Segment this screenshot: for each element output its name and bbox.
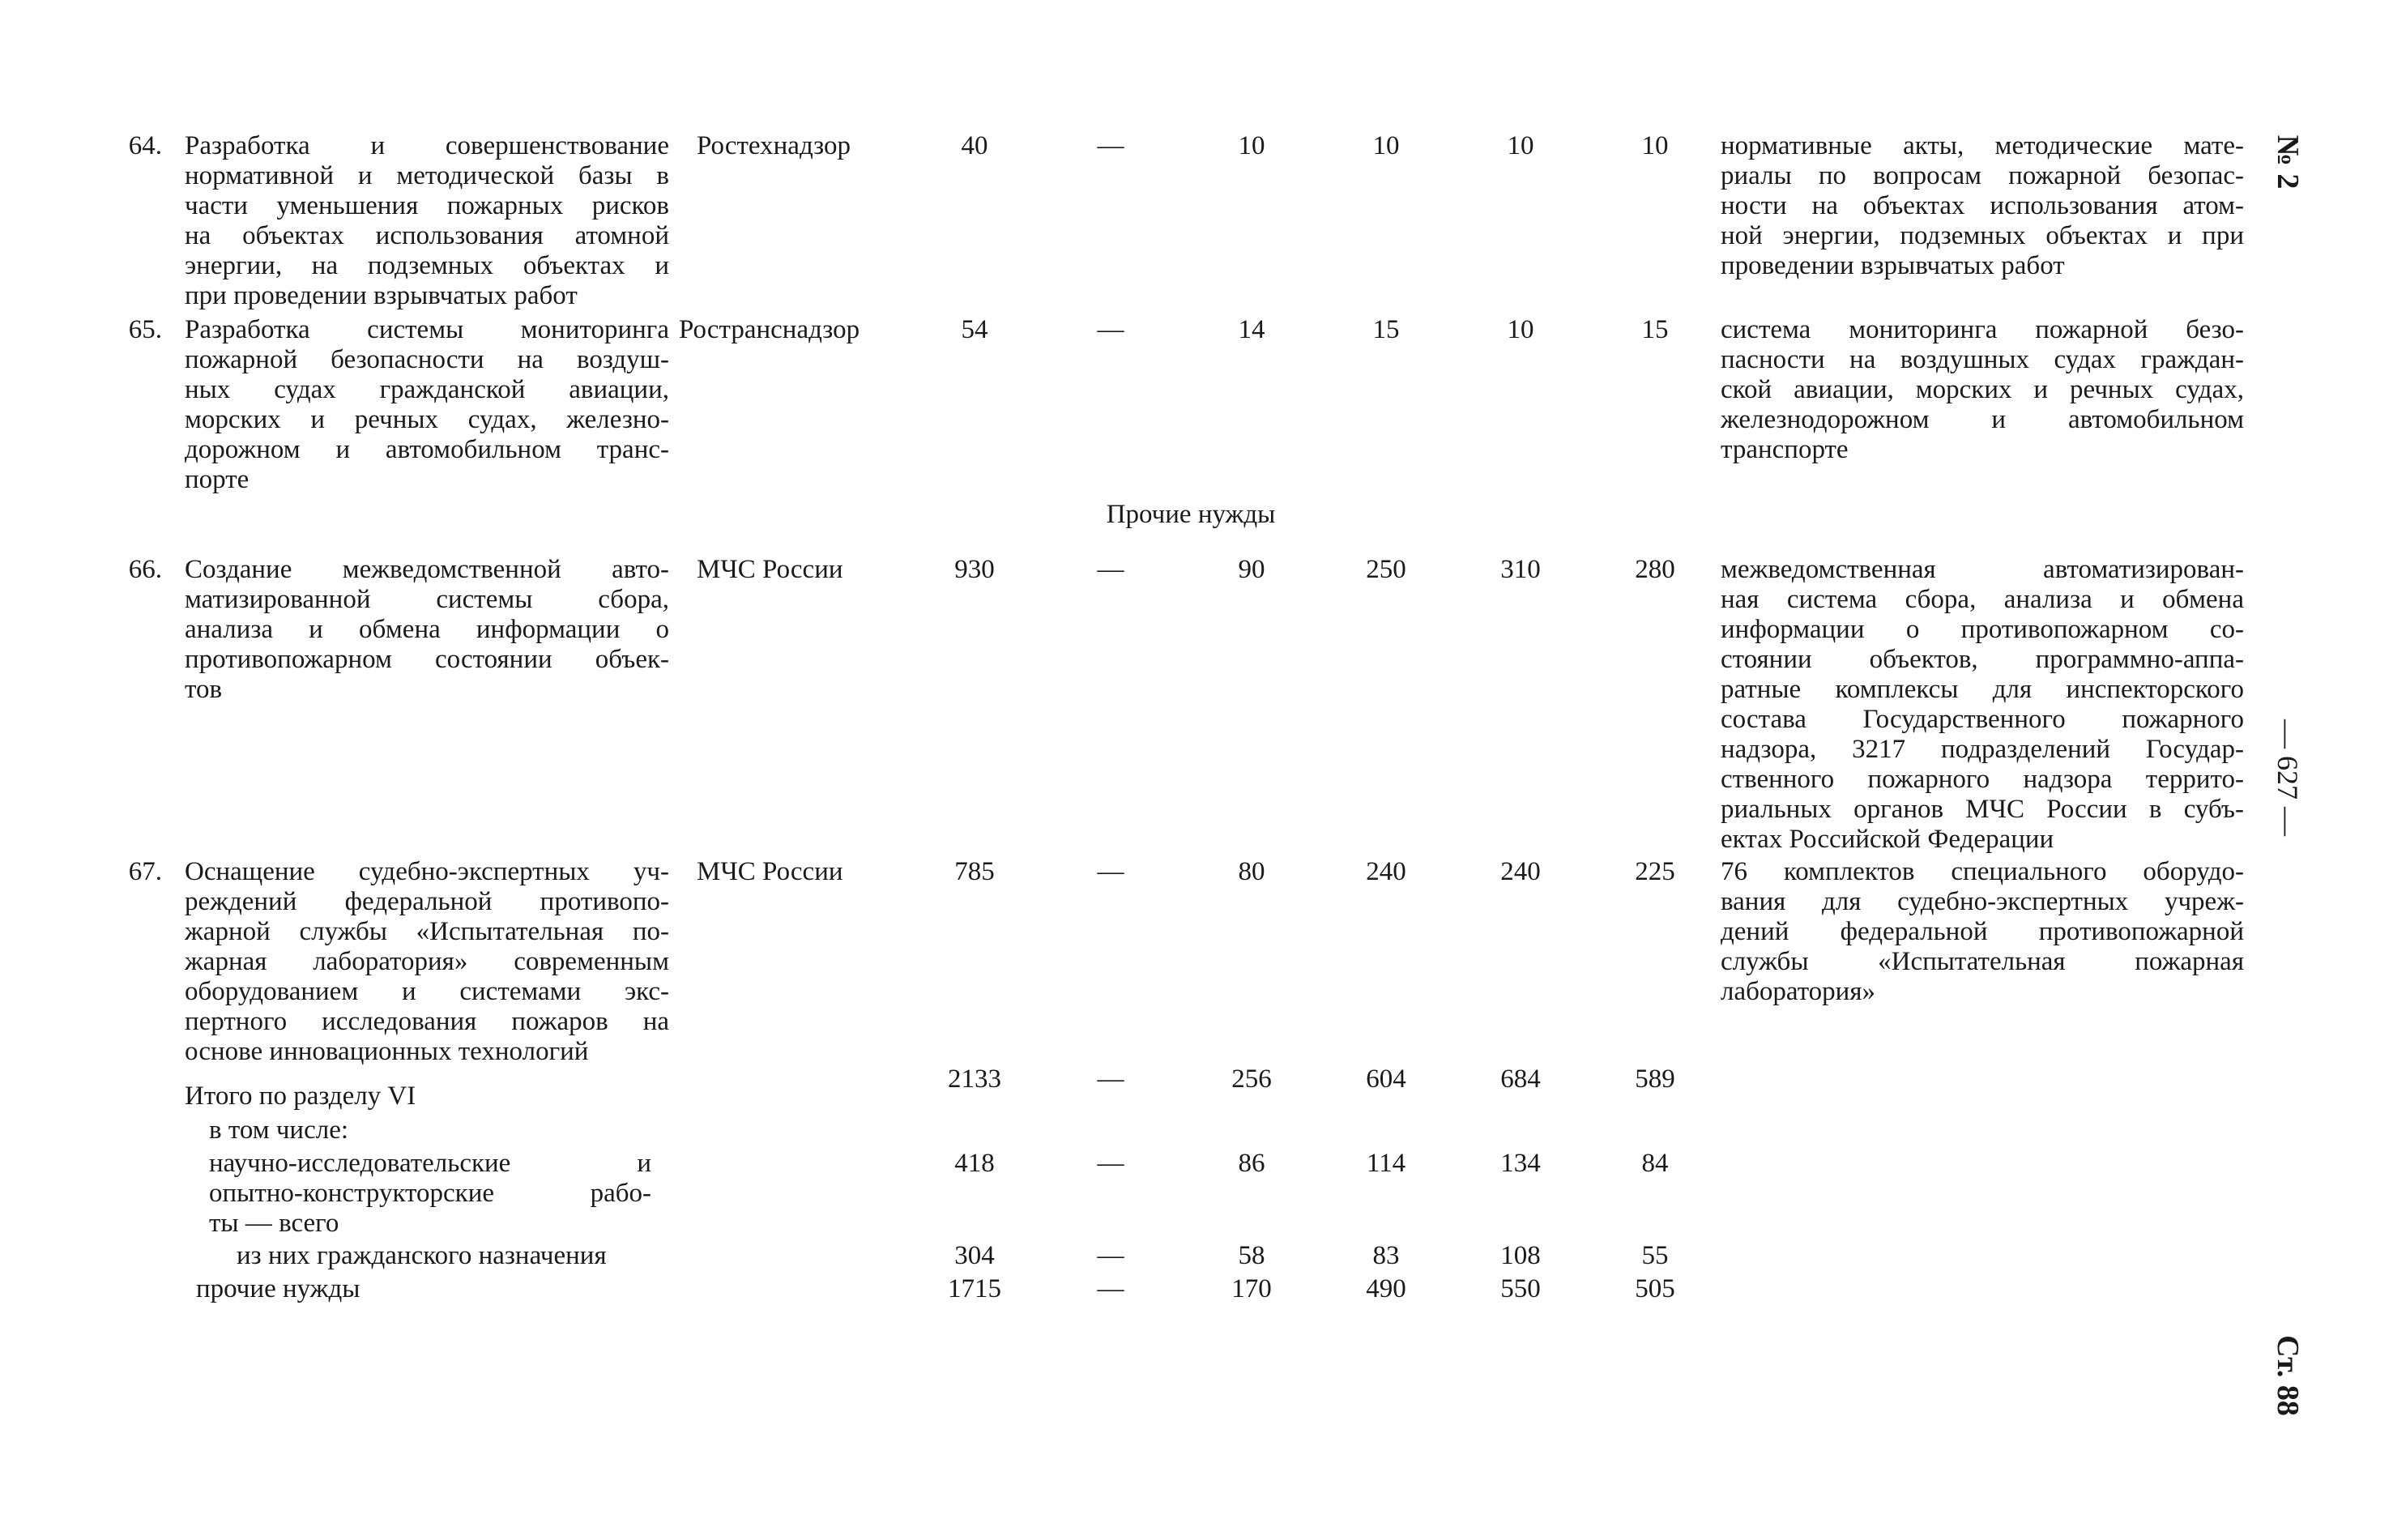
value-total: 785: [954, 857, 995, 886]
civil-value: 304: [954, 1241, 995, 1270]
measure-description: Оснащение судебно-экспертных уч- реждений федеральной противопо- жарной службы «Испытательная по- жарная лаборатория» современным оборудованием и системами экс- пертного исследования пожаров на основе инновационных технологий: [185, 857, 669, 1066]
value-year: 280: [1635, 555, 1675, 584]
value-year: 15: [1372, 315, 1400, 344]
civil-value: 83: [1372, 1241, 1400, 1270]
value-year: 240: [1366, 857, 1406, 886]
section-heading: Прочие нужды: [1106, 500, 1276, 529]
other-needs-label: прочие нужды: [196, 1274, 360, 1303]
civil-value: —: [1097, 1241, 1124, 1270]
other-needs-value: 550: [1500, 1274, 1541, 1303]
other-needs-value: 170: [1231, 1274, 1272, 1303]
value-year: 10: [1372, 131, 1400, 160]
value-year: —: [1097, 857, 1124, 886]
total-value: 684: [1500, 1064, 1541, 1094]
value-year: —: [1097, 555, 1124, 584]
civil-label: из них гражданского назначения: [237, 1241, 607, 1270]
other-needs-value: 505: [1635, 1274, 1675, 1303]
value-year: 240: [1500, 857, 1541, 886]
value-total: 54: [961, 315, 988, 344]
value-year: 80: [1238, 857, 1265, 886]
rnd-label: научно-исследовательские и опытно-конструкторские рабо- ты — всего: [209, 1149, 651, 1238]
rnd-value: 418: [954, 1149, 995, 1178]
rnd-value: 134: [1500, 1149, 1541, 1178]
measure-description: Создание межведомственной авто- матизированной системы сбора, анализа и обмена информации о противопожарном состоянии объек- тов: [185, 555, 669, 704]
page-number: — 627 —: [2271, 719, 2304, 836]
value-year: 10: [1507, 315, 1534, 344]
value-year: 15: [1641, 315, 1669, 344]
value-year: 225: [1635, 857, 1675, 886]
expected-result: 76 комплектов специального оборудо- вания для судебно-экспертных учреж- дений федеральной противопожарной службы «Испытательная пожарная лаборатория»: [1721, 857, 2244, 1006]
measure-description: Разработка и совершенствование нормативной и методической базы в части уменьшения пожарных рисков на объектах использования атомной энергии, на подземных объектах и при проведении взрывчатых работ: [185, 131, 669, 310]
value-year: 10: [1238, 131, 1265, 160]
rnd-value: 114: [1366, 1149, 1406, 1178]
total-value: 2133: [948, 1064, 1001, 1094]
value-year: —: [1097, 131, 1124, 160]
responsible-agency: Ростехнадзор: [697, 131, 851, 160]
row-number: 64.: [128, 131, 162, 160]
rnd-value: —: [1097, 1149, 1124, 1178]
value-year: —: [1097, 315, 1124, 344]
value-year: 10: [1641, 131, 1669, 160]
including-label: в том числе:: [209, 1116, 349, 1145]
total-value: 256: [1231, 1064, 1272, 1094]
responsible-agency: МЧС России: [697, 857, 843, 886]
row-number: 67.: [128, 857, 162, 886]
responsible-agency: Ространснадзор: [679, 315, 860, 344]
value-year: 90: [1238, 555, 1265, 584]
total-value: 604: [1366, 1064, 1406, 1094]
row-number: 66.: [128, 555, 162, 584]
rnd-value: 84: [1641, 1149, 1669, 1178]
value-total: 40: [961, 131, 988, 160]
expected-result: межведомственная автоматизирован- ная система сбора, анализа и обмена информации о противопожарном со- стоянии объектов, программно-аппа- ратные комплексы для инспекторского состава Государственного пожарного надзора, 3217 подразделений Государ- ственного пожарного надзора террито- риальных органов МЧС России в субъ- ектах Российской Федерации: [1721, 555, 2244, 854]
other-needs-value: 490: [1366, 1274, 1406, 1303]
article-number: Ст. 88: [2271, 1335, 2305, 1416]
other-needs-value: 1715: [948, 1274, 1001, 1303]
measure-description: Разработка системы мониторинга пожарной безопасности на воздуш- ных судах гражданской авиации, морских и речных судах, железно- дорожном и автомобильном транс- порте: [185, 315, 669, 494]
total-value: —: [1097, 1064, 1124, 1094]
other-needs-value: —: [1097, 1274, 1124, 1303]
row-number: 65.: [128, 315, 162, 344]
issue-number: № 2: [2271, 134, 2305, 190]
value-year: 250: [1366, 555, 1406, 584]
responsible-agency: МЧС России: [697, 555, 843, 584]
civil-value: 58: [1238, 1241, 1265, 1270]
value-year: 310: [1500, 555, 1541, 584]
expected-result: система мониторинга пожарной безо- пасности на воздушных судах граждан- ской авиации, морских и речных судах, железнодорожном и автомобильном транспорте: [1721, 315, 2244, 464]
civil-value: 108: [1500, 1241, 1541, 1270]
total-value: 589: [1635, 1064, 1675, 1094]
totals-label: Итого по разделу VI: [185, 1081, 416, 1111]
value-year: 14: [1238, 315, 1265, 344]
civil-value: 55: [1641, 1241, 1669, 1270]
value-year: 10: [1507, 131, 1534, 160]
rnd-value: 86: [1238, 1149, 1265, 1178]
value-total: 930: [954, 555, 995, 584]
expected-result: нормативные акты, методические мате- риалы по вопросам пожарной безопас- ности на объектах использования атом- ной энергии, подземных объектах и при проведении взрывчатых работ: [1721, 131, 2244, 280]
